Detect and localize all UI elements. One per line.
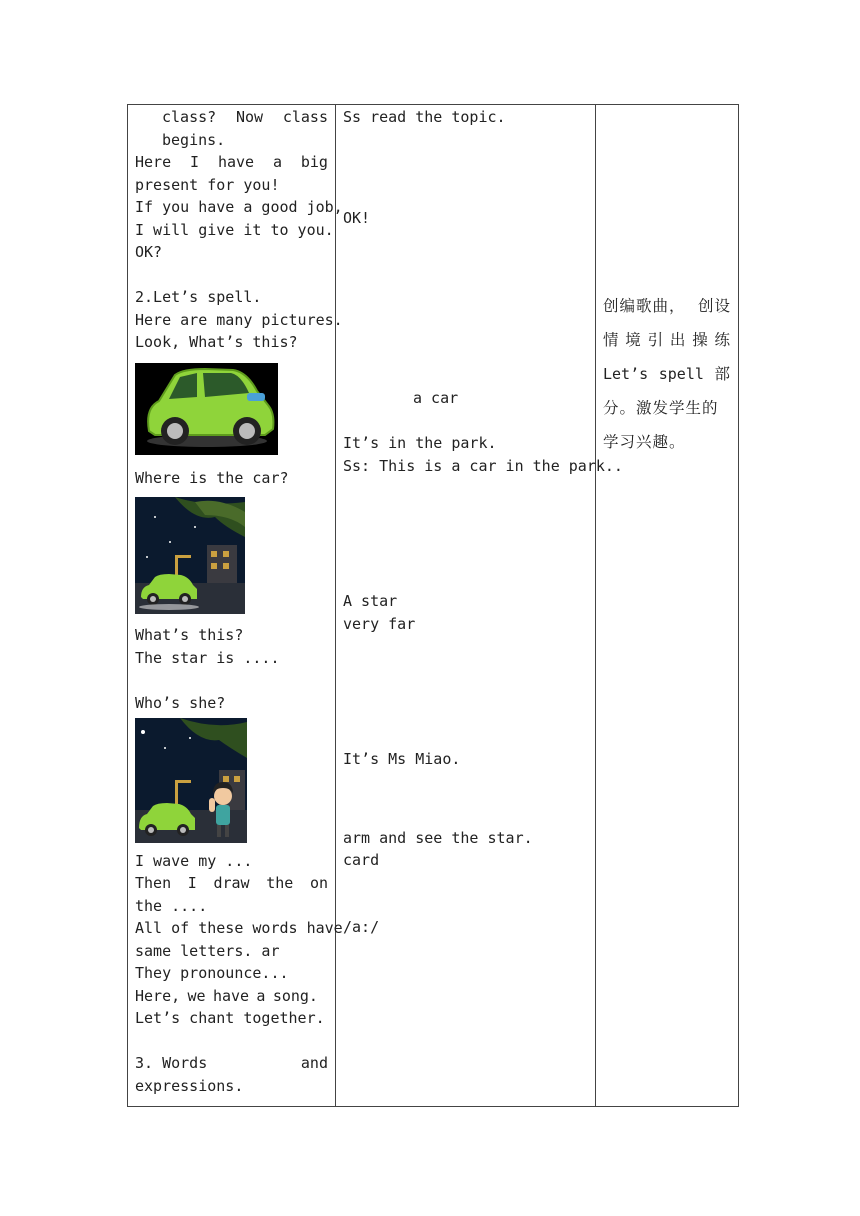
text-line: Where is the car? xyxy=(135,469,289,487)
text-line: /a:/ xyxy=(343,918,380,936)
text-line: The star is .... xyxy=(135,649,280,667)
design-purpose-cell xyxy=(596,105,739,1107)
text-line: the .... xyxy=(135,897,208,915)
text-line: Look, What’s this? xyxy=(135,333,298,351)
text-line: What’s this? xyxy=(135,626,244,644)
text-line: Here are many pictures. xyxy=(135,311,343,329)
text-line: Ss read the topic. xyxy=(343,108,506,126)
text-line: OK! xyxy=(343,209,371,227)
text-line: present for you! xyxy=(135,176,280,194)
student-activity-cell xyxy=(336,105,623,1107)
text-line: I wave my ... xyxy=(135,852,253,870)
text-line: card xyxy=(343,851,380,869)
text-line: 创编歌曲， 创设 xyxy=(603,297,731,315)
text-line: I will give it to you. xyxy=(135,221,334,239)
text-line: same letters. ar xyxy=(135,942,280,960)
text-line: They pronounce... xyxy=(135,964,289,982)
text-line: It’s Ms Miao. xyxy=(343,750,461,768)
text-line: Let’s spell 部 xyxy=(603,365,731,383)
lesson-plan-table xyxy=(127,104,739,1107)
table-row xyxy=(128,105,739,1107)
text-line: All of these words have xyxy=(135,919,343,937)
text-line: It’s in the park. xyxy=(343,434,497,452)
text-line: class? Now class xyxy=(162,108,328,126)
text-line: a car xyxy=(413,389,459,407)
text-line: 学习兴趣。 xyxy=(603,433,686,451)
car-in-park-night-picture xyxy=(135,497,245,614)
teacher-activity-cell xyxy=(128,105,343,1107)
text-line: arm and see the star. xyxy=(343,829,533,847)
section-heading: 3. Words and xyxy=(135,1054,328,1072)
text-line: Ss: This is a car in the park.. xyxy=(343,457,623,475)
text-line: Here I have a big xyxy=(135,153,328,171)
text-line: expressions. xyxy=(135,1077,244,1095)
text-line: A star xyxy=(343,592,398,610)
text-line: Here, we have a song. xyxy=(135,987,318,1005)
text-line: 分。激发学生的 xyxy=(603,399,719,417)
section-heading: 2.Let’s spell. xyxy=(135,288,262,306)
text-line: begins. xyxy=(162,131,226,149)
text-line: Then I draw the on xyxy=(135,874,328,892)
text-line: If you have a good job, xyxy=(135,198,343,216)
text-line: OK? xyxy=(135,243,163,261)
teacher-with-car-night-picture xyxy=(135,718,247,843)
text-line: 情 境 引 出 操 练 xyxy=(603,331,731,349)
text-line: Let’s chant together. xyxy=(135,1009,325,1027)
green-car-picture xyxy=(135,363,278,455)
text-line: very far xyxy=(343,615,416,633)
text-line: Who’s she? xyxy=(135,694,226,712)
